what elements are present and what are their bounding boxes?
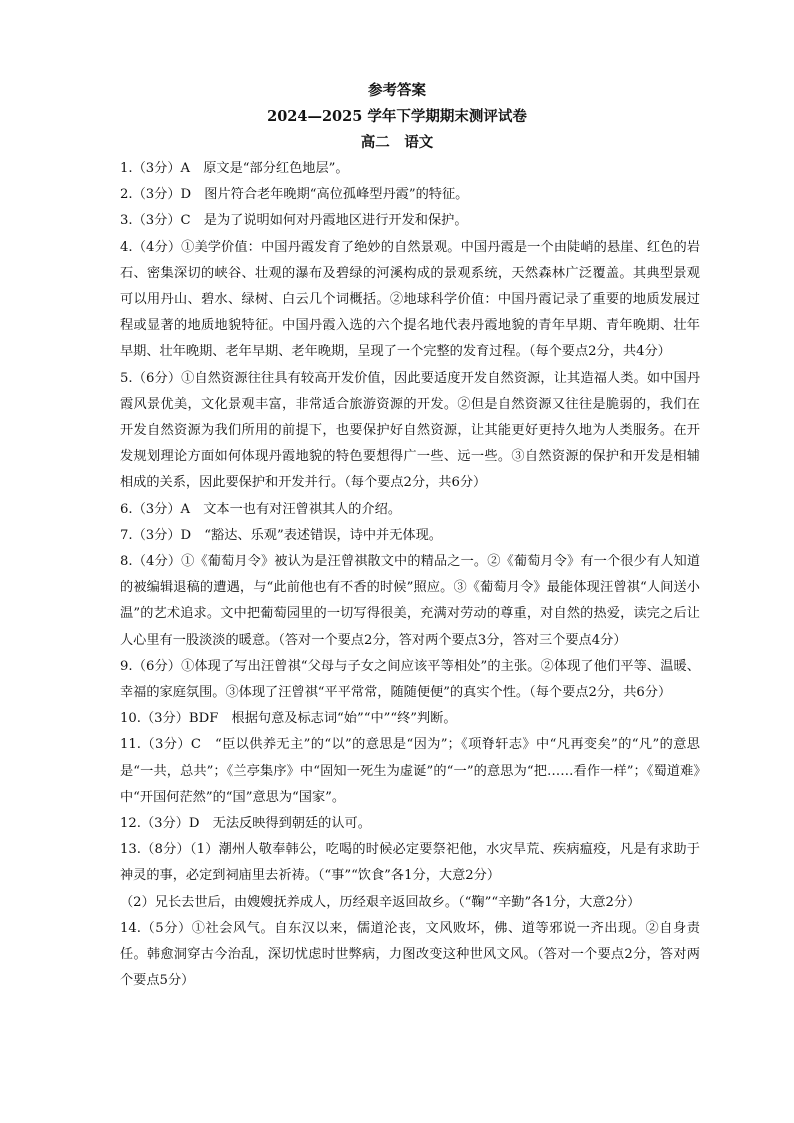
answer-1: 1.（3分）A 原文是“部分红色地层”。: [120, 161, 349, 176]
answer-13-part-2: （2）兄长去世后，由嫂嫂抚养成人，历经艰辛返回故乡。（“鞠”“辛勤”各1分，大意2分）: [120, 894, 641, 910]
exam-title: 2024—2025 学年下学期期末测评试卷: [267, 108, 527, 125]
answer-13-part-1: 13.（8分）（1）潮州人敬奉韩公，吃喝的时候必定要祭祀他，水灾旱荒、疾病瘟疫，凡是有求助于神灵的事，必定到祠庙里去祈祷。（“事”“饮食”各1分，大意2分）: [120, 842, 700, 884]
answer-12: 12.（3分）D 无法反映得到朝廷的认可。: [120, 816, 371, 832]
document-header: [0, 78, 794, 156]
answer-6: 6.（3分）A 文本一也有对汪曾祺其人的介绍。: [120, 501, 402, 517]
subject-title: 高二 语文: [360, 134, 434, 151]
answer-14: 14.（5分）①社会风气。自东汉以来，儒道沦丧，文风败坏，佛、道等邪说一齐出现。②自身责任。韩愈洞穿古今治乱，深切忧虑时世弊病，力图改变这种世风文风。（答对一个要点2分，答对两个要点5分）: [120, 920, 700, 989]
answer-3: 3.（3分）C 是为了说明如何对丹霞地区进行开发和保护。: [120, 213, 468, 229]
document-title: 参考答案: [368, 82, 426, 99]
answer-9: 9.（6分）①体现了写出汪曾祺“父母与子女之间应该平等相处”的主张。②体现了他们平等、温暖、幸福的家庭氛围。③体现了汪曾祺“平平常常，随随便便”的真实个性。（每个要点2分，共6分）: [120, 658, 700, 701]
answer-7: 7.（3分）D “豁达、乐观”表述错误，诗中并无体现。: [120, 527, 442, 543]
answer-10: 10.（3分）BDF 根据句意及标志词“始”“中”“终”判断。: [120, 711, 457, 727]
answer-2: 2.（3分）D 图片符合老年晚期“高位孤峰型丹霞”的特征。: [120, 187, 469, 203]
answer-11: 11.（3分）C “臣以供养无主”的“以”的意思是“因为”；《项脊轩志》中“凡再变矣”的“凡”的意思是“一共，总共”；《兰亭集序》中“固知一死生为虚诞”的“一”的意思为“把……看作一样”；《蜀道难》中“开国何茫然”的“国”意思为“国家”。: [120, 737, 700, 805]
answer-list: [120, 156, 700, 995]
answer-5: 5.（6分）①自然资源往往具有较高开发价值，因此要适度开发自然资源，让其造福人类。如中国丹霞风景优美，文化景观丰富，非常适合旅游资源的开发。②但是自然资源又往往是脆弱的，我们在开发自然资源为我们所用的前提下，也要保护好自然资源，让其能更好更持久地为人类服务。在开发规划理论方面如何体现丹霞地貌的特色要想得广一些、远一些。③自然资源的保护和开发是相辅相成的关系，因此要保护和开发并行。（每个要点2分，共6分）: [120, 370, 700, 491]
answer-4: 4.（4分）①美学价值：中国丹霞发育了绝妙的自然景观。中国丹霞是一个由陡峭的悬崖、红色的岩石、密集深切的峡谷、壮观的瀑布及碧绿的河溪构成的景观系统，天然森林广泛覆盖。其典型景观可以用丹山、碧水、绿树、白云几个词概括。②地球科学价值：中国丹霞记录了重要的地质发展过程或显著的地质地貌特征。中国丹霞入选的六个提名地代表丹霞地貌的青年早期、青年晚期、壮年早期、壮年晚期、老年早期、老年晚期，呈现了一个完整的发育过程。（每个要点2分，共4分）: [120, 239, 700, 360]
answer-8: 8.（4分）①《葡萄月令》被认为是汪曾祺散文中的精品之一。②《葡萄月令》有一个很少有人知道的被编辑退稿的遭遇，与“此前他也有不香的时候”照应。③《葡萄月令》最能体现汪曾祺“人间送小温”的艺术追求。文中把葡萄园里的一切写得很美，充满对劳动的尊重，对自然的热爱，读完之后让人心里有一股淡淡的暖意。（答对一个要点2分，答对两个要点3分，答对三个要点4分）: [120, 554, 700, 648]
